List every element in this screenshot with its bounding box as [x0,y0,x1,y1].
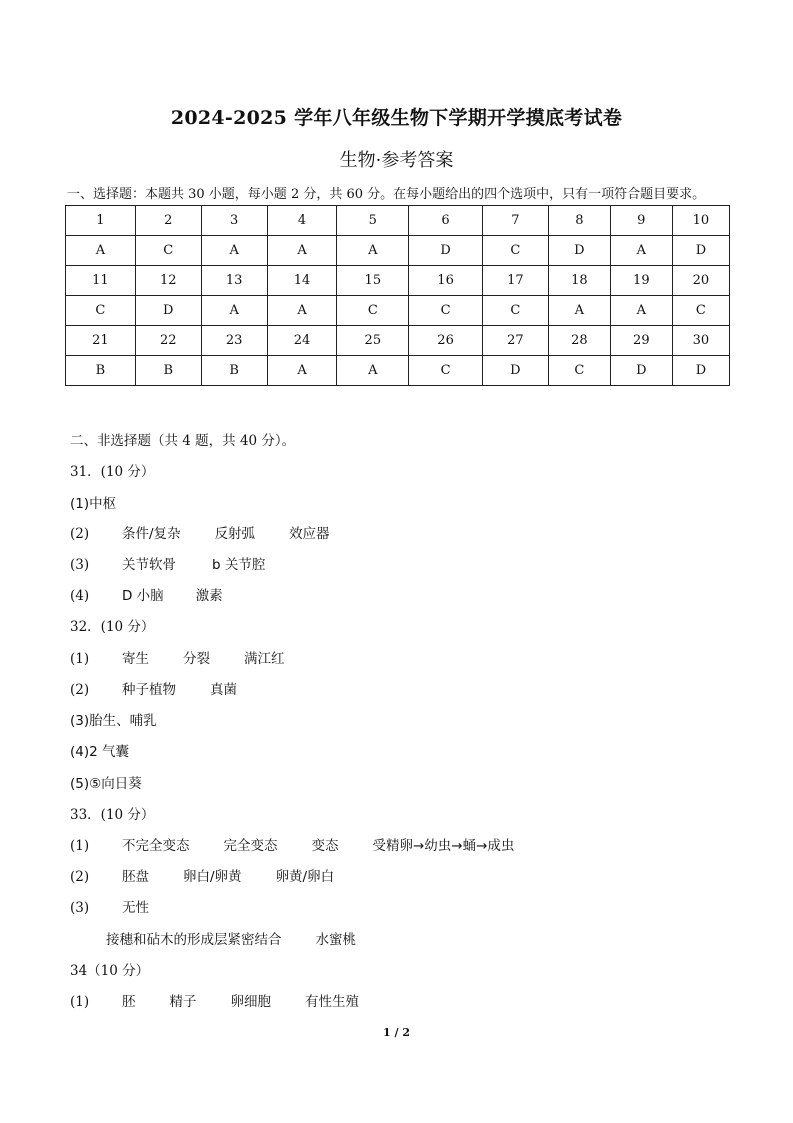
question-31-heading: 31．(10 分） [70,464,155,480]
answer-letter-cell: A [201,236,267,266]
answer: b 关节腔 [212,557,266,573]
question-number-cell: 23 [201,326,267,356]
q31-part-4 [70,584,253,604]
answer-letter-cell: C [135,236,201,266]
question-34-heading: 34（10 分） [70,963,150,979]
question-number-cell: 20 [672,266,729,296]
q32-part-1 [70,647,315,667]
answer: 精子 [169,994,197,1010]
answer-letter-row [66,356,730,386]
question-32-heading: 32．(10 分） [70,619,155,635]
answer-letter-cell: B [135,356,201,386]
question-number-cell: 15 [337,266,409,296]
section-1-instructions: 一、选择题：本题共 30 小题，每小题 2 分，共 60 分。在每小题给出的四个选项中，只有一项符合题目要求。 [67,187,706,202]
question-number-cell: 14 [267,266,337,296]
q32-part-3: (3)胎生、哺乳 [70,713,157,729]
question-number-row [66,206,730,236]
answer: 胚 [122,994,136,1010]
question-33-heading: 33．(10 分） [70,807,155,823]
answer-letter-cell: C [337,296,409,326]
answer: 有性生殖 [305,994,359,1010]
q33-part-3 [70,896,179,916]
answer: 卵细胞 [230,994,271,1010]
answer-letter-cell: A [267,236,337,266]
question-number-cell: 10 [672,206,729,236]
answer-letter-row [66,296,730,326]
answer: 无性 [122,900,149,916]
answer-letter-cell: A [267,296,337,326]
answer-letter-cell: C [409,296,483,326]
question-number-cell: 4 [267,206,337,236]
answer-letter-cell: C [66,296,136,326]
answer-letter-cell: D [135,296,201,326]
question-number-cell: 30 [672,326,729,356]
question-number-cell: 28 [548,326,610,356]
question-number-cell: 22 [135,326,201,356]
answer: 胚盘 [122,869,149,885]
question-number-cell: 13 [201,266,267,296]
question-number-cell: 2 [135,206,201,236]
question-number-cell: 3 [201,206,267,236]
answer: 受精卵→幼虫→蛹→成虫 [372,838,515,854]
q32-part-2 [70,678,267,698]
part-number: (2) [70,526,90,542]
answer-letter-cell: B [66,356,136,386]
answer: 变态 [311,838,339,854]
answer: 寄生 [122,651,149,667]
question-number-cell: 6 [409,206,483,236]
question-number-cell: 26 [409,326,483,356]
q31-part-1: (1)中枢 [70,496,117,512]
part-number: (3) [70,900,90,916]
question-number-cell: 27 [482,326,548,356]
part-number: (1) [70,838,90,854]
q32-part-4: (4)2 气囊 [70,744,130,760]
answer: 满江红 [244,651,285,667]
answer-letter-cell: A [610,296,672,326]
exam-title: 2024-2025 学年八年级生物下学期开学摸底考试卷 [170,107,623,129]
q33-part-1 [70,834,544,854]
answer-letter-cell: D [409,236,483,266]
answer: 不完全变态 [122,838,190,854]
answer-letter-cell: C [482,236,548,266]
question-number-cell: 17 [482,266,548,296]
part-number: (1) [70,651,90,667]
question-number-cell: 1 [66,206,136,236]
answer: 完全变态 [223,838,278,854]
question-number-cell: 16 [409,266,483,296]
answer-letter-cell: A [548,296,610,326]
q31-part-3 [70,553,295,573]
answer: 激素 [195,588,223,604]
answer: 接穗和砧木的形成层紧密结合 [106,932,282,948]
section-2-heading: 二、非选择题（共 4 题，共 40 分）。 [70,433,296,449]
answer-letter-cell: C [409,356,483,386]
answer: 条件/复杂 [122,526,181,542]
answer: 分裂 [183,651,210,667]
answer-letter-cell: D [548,236,610,266]
q32-part-5: (5)⑤向日葵 [70,776,142,792]
answer: 效应器 [289,526,330,542]
answer-letter-cell: A [610,236,672,266]
q33-part-2 [70,865,364,885]
part-number: (3) [70,557,90,573]
answer: 卵黄/卵白 [275,869,335,885]
answer-key-subtitle: 生物·参考答案 [339,150,454,171]
question-number-row [66,326,730,356]
page-number: 1 / 2 [383,1026,410,1039]
question-number-cell: 8 [548,206,610,236]
question-number-cell: 7 [482,206,548,236]
question-number-cell: 12 [135,266,201,296]
answer-letter-cell: A [337,356,409,386]
question-number-row [66,266,730,296]
answer-letter-cell: C [482,296,548,326]
answer-letter-cell: D [672,236,729,266]
answer: 卵白/卵黄 [183,869,242,885]
answer: D 小脑 [122,588,164,604]
question-number-cell: 29 [610,326,672,356]
q33-part-3-continued [106,928,386,948]
q34-part-1 [70,990,389,1010]
answer: 种子植物 [122,682,176,698]
answer-letter-cell: A [201,296,267,326]
answer-letter-cell: A [337,236,409,266]
answer: 反射弧 [214,526,256,542]
part-number: (4) [70,588,90,604]
question-number-cell: 24 [267,326,337,356]
answer-letter-row [66,236,730,266]
answer: 关节软骨 [122,557,176,573]
answer: 真菌 [210,682,237,698]
q31-part-2 [70,522,360,542]
answer-letter-cell: A [66,236,136,266]
question-number-cell: 21 [66,326,136,356]
answer-letter-cell: A [267,356,337,386]
part-number: (1) [70,994,90,1010]
answer-letter-cell: D [610,356,672,386]
answer-table [65,205,730,386]
part-number: (2) [70,869,90,885]
answer-letter-cell: C [672,296,729,326]
question-number-cell: 25 [337,326,409,356]
question-number-cell: 11 [66,266,136,296]
answer: 水蜜桃 [315,932,356,948]
question-number-cell: 19 [610,266,672,296]
answer-letter-cell: C [548,356,610,386]
answer-letter-cell: B [201,356,267,386]
answer-letter-cell: D [482,356,548,386]
question-number-cell: 9 [610,206,672,236]
part-number: (2) [70,682,90,698]
answer-letter-cell: D [672,356,729,386]
question-number-cell: 5 [337,206,409,236]
question-number-cell: 18 [548,266,610,296]
